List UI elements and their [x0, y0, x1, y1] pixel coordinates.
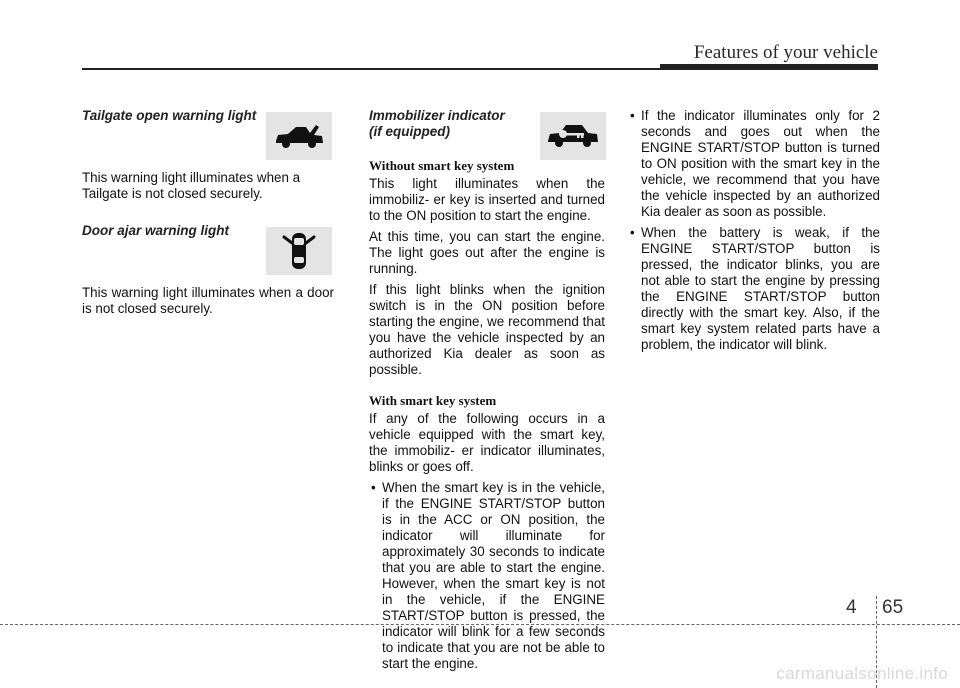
door-body: This warning light illuminates when a door is not closed securely. — [82, 285, 334, 316]
without-smart-key-paragraph-3: If this light blinks when the ignition switch is in the ON position before starting the engine, we recommend that you have the vehicle inspected by an authorized Kia dealer as soon as possible. — [369, 282, 605, 377]
smart-key-bullets-continued — [628, 108, 880, 353]
column-middle — [369, 108, 605, 677]
immobilizer-heading: Immobilizer indicator — [369, 108, 505, 123]
header-title: Features of your vehicle — [693, 42, 878, 63]
door-heading: Door ajar warning light — [82, 223, 230, 238]
chapter-number: 4 — [846, 597, 857, 618]
without-smart-key-paragraph-2: At this time, you can start the engine. The light goes out after the engine is running. — [369, 229, 605, 276]
list-item: • If the indicator illuminates only for 2 seconds and goes out when the ENGINE START/STOP button is turned to ON position with the smart key in the vehicle, we recommend that you have the vehicle inspected by an authorized Kia dealer as soon as possible. — [628, 108, 880, 220]
with-smart-key-heading: With smart key system — [369, 393, 497, 408]
watermark: carmanualsonline.info — [776, 664, 948, 683]
tailgate-heading: Tailgate open warning light — [82, 108, 257, 123]
tailgate-body: This warning light illuminates when a Tailgate is not closed securely. — [82, 170, 301, 201]
page-number: 65 — [882, 597, 904, 618]
tailgate-open-car-icon — [266, 112, 332, 160]
door-ajar-car-icon — [266, 227, 332, 275]
list-item: • When the battery is weak, if the ENGINE START/STOP button is pressed, the indicator blinks, you are not able to start the engine by pressing the ENGINE START/STOP button directly with the smart key. Also, if the smart key system related parts have a problem, the indicator will blink. — [628, 225, 880, 353]
without-smart-key-paragraph-1: This light illuminates when the immobiliz- er key is inserted and turned to the ON position to start the engine. — [369, 176, 605, 223]
with-smart-key-paragraph: If any of the following occurs in a vehicle equipped with the smart key, the immobiliz- er indicator illuminates, blinks or goes off. — [369, 411, 605, 474]
immobilizer-heading-note: (if equipped) — [369, 124, 450, 139]
footer-rule — [0, 624, 960, 625]
smart-key-bullets — [369, 480, 605, 672]
header-rule-accent — [660, 64, 878, 70]
list-item: • When the smart key is in the vehicle, if the ENGINE START/STOP button is in the ACC or ON position, the indicator will illuminate for approximately 30 seconds to indicate that you are able to start the engine. However, when the smart key is not in the vehicle, if the ENGINE START/STOP button is pressed, the indicator will blink for a few seconds to indicate that you are not be able to start the engine. — [369, 480, 605, 672]
without-smart-key-heading: Without smart key system — [369, 158, 515, 173]
column-right — [628, 108, 880, 358]
